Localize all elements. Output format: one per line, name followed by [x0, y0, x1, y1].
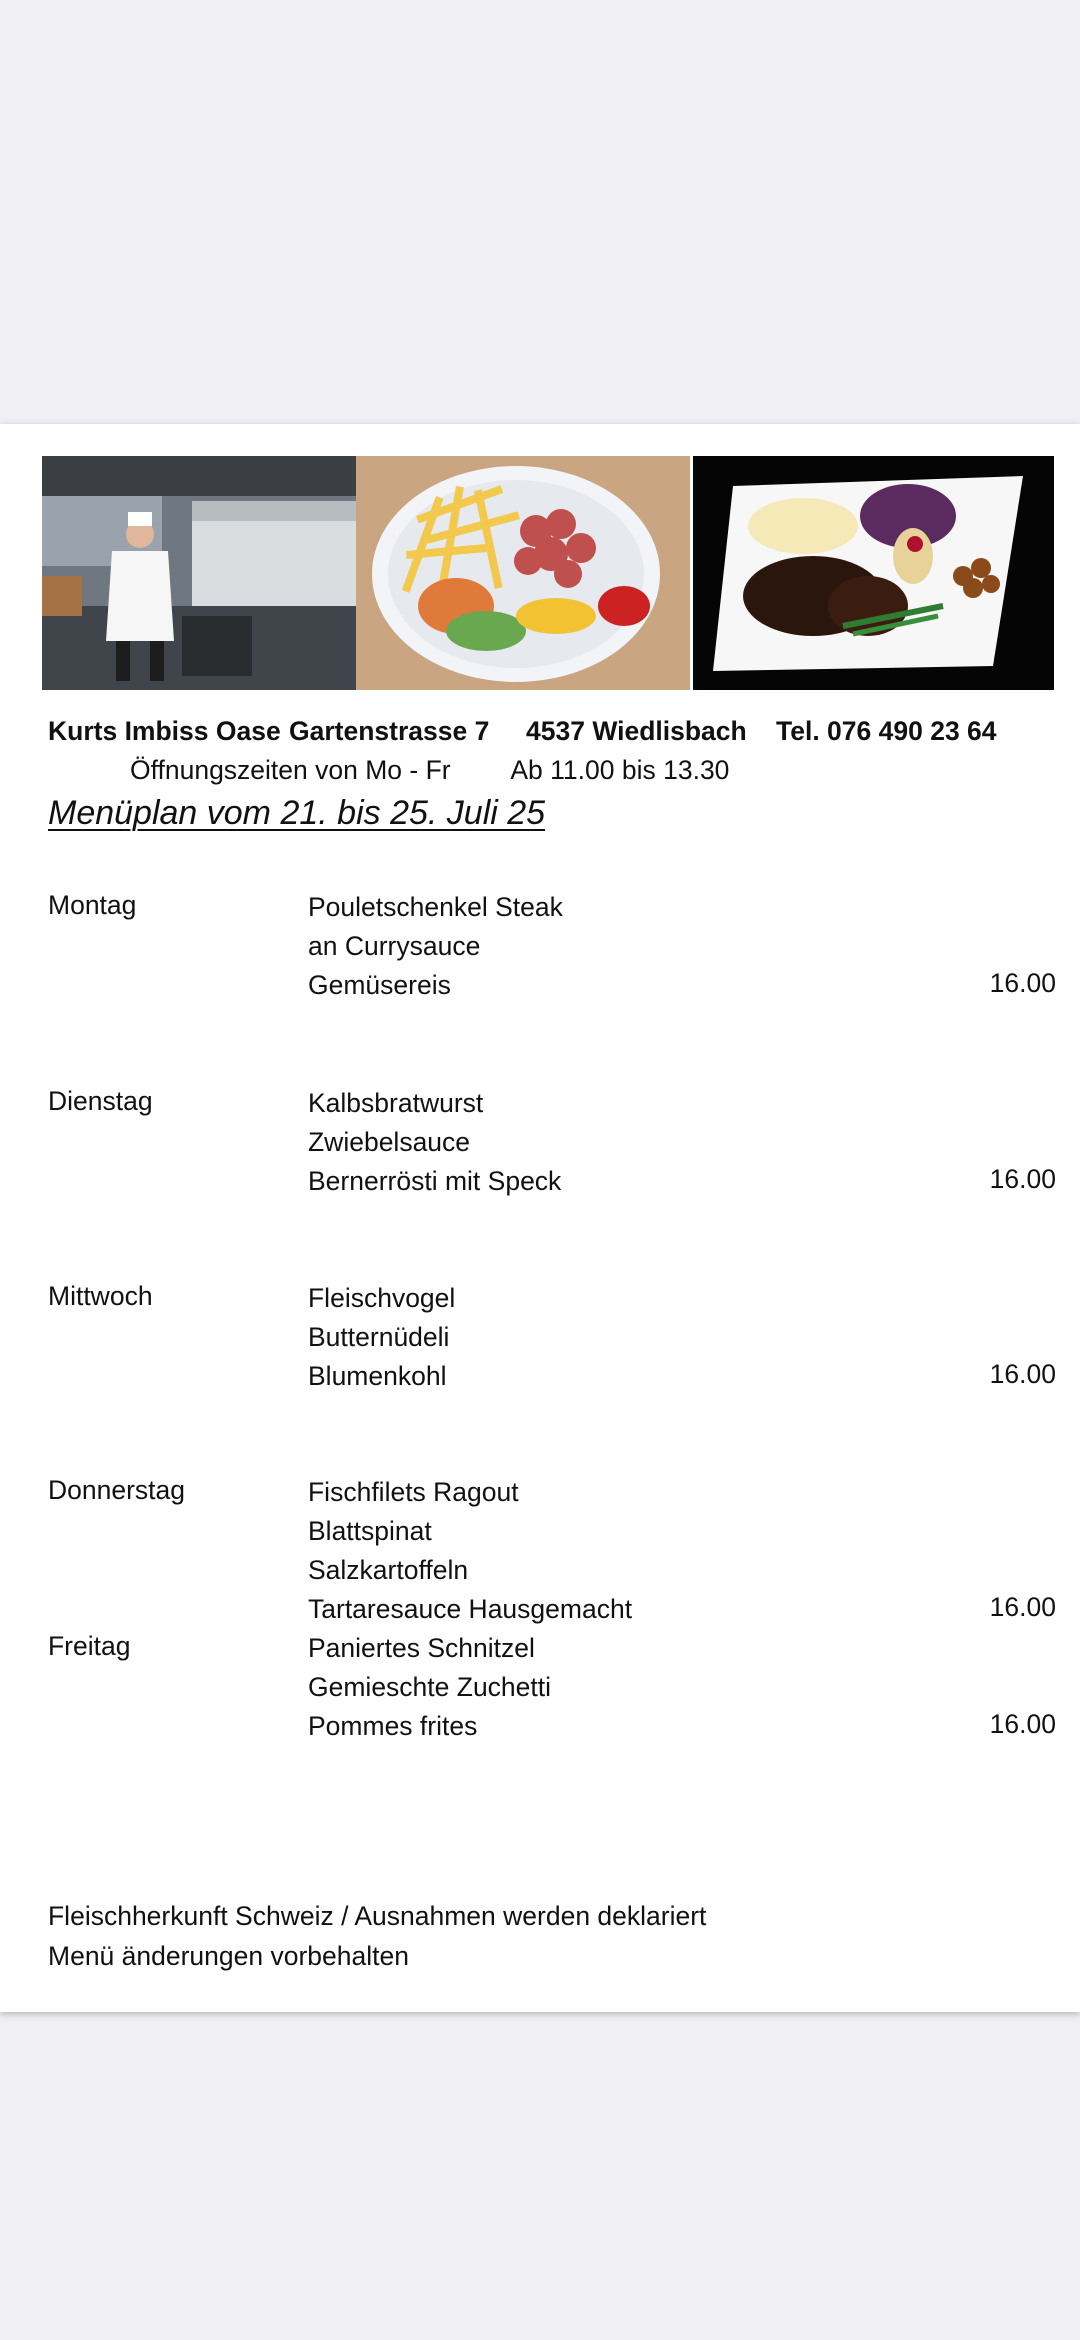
dish-item: Butternüdeli: [308, 1322, 450, 1352]
day-name: Mittwoch: [48, 1281, 153, 1311]
day-name: Dienstag: [48, 1086, 153, 1116]
opening-hours-label: Öffnungszeiten von Mo - Fr: [130, 755, 451, 785]
opening-hours: [48, 755, 1048, 786]
dish-item: Salzkartoffeln: [308, 1555, 469, 1585]
chef-photo: [42, 456, 356, 690]
dish-item: Blattspinat: [308, 1516, 432, 1546]
fries-plate-photo: [356, 456, 690, 690]
dish-item: Pommes frites: [308, 1711, 478, 1741]
restaurant-info: [48, 716, 1048, 786]
city-address: 4537 Wiedlisbach: [526, 716, 747, 746]
price: 16.00: [989, 1164, 1056, 1194]
day-name: Freitag: [48, 1631, 131, 1661]
price: 16.00: [989, 1709, 1056, 1739]
restaurant-name: Kurts Imbiss Oase: [48, 716, 281, 746]
dish-item: Gemüsereis: [308, 970, 451, 1000]
dish-item: Tartaresauce Hausgemacht: [308, 1594, 633, 1624]
dish-item: Fischfilets Ragout: [308, 1477, 519, 1507]
contact-line: [48, 716, 1048, 747]
dish-item: Zwiebelsauce: [308, 1127, 471, 1157]
changes-note: Menü änderungen vorbehalten: [48, 1941, 409, 1971]
dish-list: [308, 1631, 551, 1748]
menu-document: [0, 424, 1080, 2012]
price: 16.00: [989, 1592, 1056, 1622]
dish-list: [308, 1281, 455, 1398]
photo-strip: [42, 456, 1054, 690]
day-name: Montag: [48, 890, 137, 920]
street-address: Gartenstrasse 7: [289, 716, 490, 746]
dish-item: Paniertes Schnitzel: [308, 1633, 535, 1663]
meat-origin-note: Fleischherkunft Schweiz / Ausnahmen werden deklariert: [48, 1901, 707, 1931]
dish-item: Blumenkohl: [308, 1361, 447, 1391]
braised-meat-photo: [693, 456, 1054, 690]
phone-number: Tel. 076 490 23 64: [776, 716, 997, 746]
dish-list: [308, 1086, 561, 1203]
menu-footer: [48, 1896, 706, 1976]
dish-list: [308, 1475, 632, 1631]
dish-item: Pouletschenkel Steak: [308, 892, 563, 922]
day-name: Donnerstag: [48, 1475, 186, 1505]
dish-item: an Currysauce: [308, 931, 481, 961]
dish-item: Gemieschte Zuchetti: [308, 1672, 552, 1702]
dish-item: Kalbsbratwurst: [308, 1088, 484, 1118]
price: 16.00: [989, 1359, 1056, 1389]
opening-hours-value: Ab 11.00 bis 13.30: [510, 755, 730, 785]
dish-item: Bernerrösti mit Speck: [308, 1166, 562, 1196]
menu-title: Menüplan vom 21. bis 25. Juli 25: [48, 794, 546, 832]
dish-list: [308, 890, 563, 1007]
price: 16.00: [989, 968, 1056, 998]
dish-item: Fleischvogel: [308, 1283, 456, 1313]
